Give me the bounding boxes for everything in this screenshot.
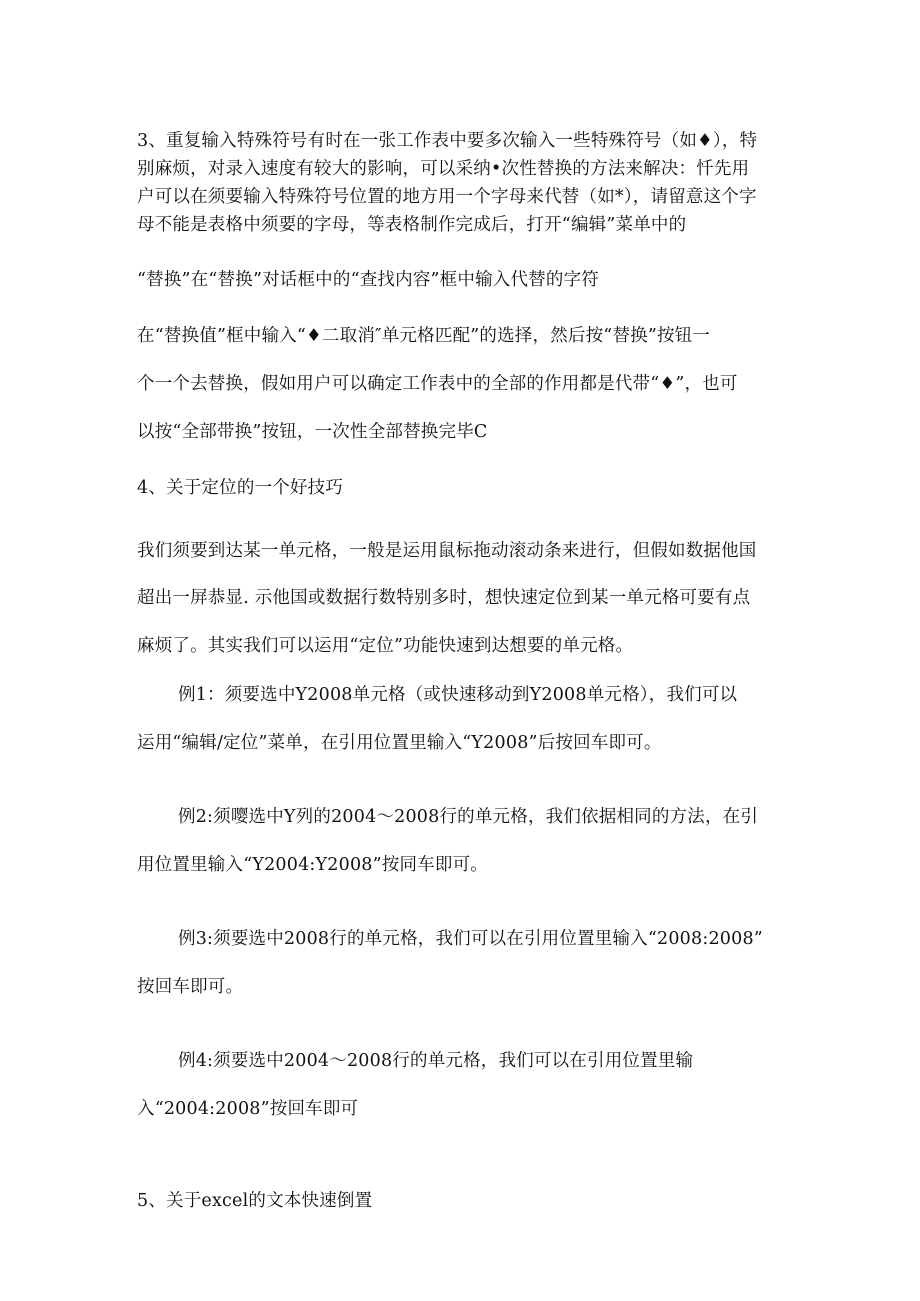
paragraph-4-line-2: 超出一屏恭显. 示他国或数据行数特别多时，想快速定位到某一单元格可要有点: [137, 588, 751, 608]
paragraph-3-line-4: 母不能是表格中须要的字母，等表格制作完成后，打开“编辑”菜单中的: [137, 215, 687, 235]
example-3-line-1: 例3:须要选中2008行的单元格，我们可以在引用位置里输入“2008:2008”: [178, 929, 763, 949]
example-2-line-2: 用位置里输入“Y2004:Y2008”按同车即可。: [137, 855, 488, 875]
section-5-heading: 5、关于excel的文本快速倒置: [137, 1191, 373, 1211]
paragraph-4-line-3: 麻烦了。其实我们可以运用“定位”功能快速到达想要的单元格。: [137, 636, 634, 656]
paragraph-3-line-5: “替换”在“替换”对话框中的“查找内容”框中输入代替的字符: [137, 270, 599, 290]
paragraph-3-line-7: 个一个去替换，假如用户可以确定工作表中的全部的作用都是代带“♦”，也可: [137, 374, 738, 394]
paragraph-3-line-8: 以按“全部带换”按钮，一次性全部替换完毕C: [137, 422, 488, 442]
example-4-line-1: 例4:须要选中2004～2008行的单元格，我们可以在引用位置里输: [178, 1051, 694, 1071]
example-3-line-2: 按回车即可。: [137, 977, 244, 997]
example-2-line-1: 例2:须嘤选中Y列的2004～2008行的单元格，我们依据相同的方法，在引: [178, 807, 759, 827]
paragraph-3-line-2: 别麻烦，对录入速度有较大的影响，可以采纳•次性替换的方法来解决：忏先用: [137, 159, 750, 179]
paragraph-4-line-1: 我们须要到达某一单元格，一般是运用鼠标拖动滚动条来进行，但假如数据他国: [137, 541, 757, 561]
paragraph-3-line-1: 3、重复输入特殊符号有时在一张工作表中要多次输入一些特殊符号（如♦），特: [137, 131, 758, 151]
section-4-heading: 4、关于定位的一个好技巧: [137, 478, 344, 498]
example-1-line-1: 例1：须要选中Y2008单元格（或快速移动到Y2008单元格），我们可以: [178, 685, 738, 705]
paragraph-3-line-6: 在“替换值”框中输入“♦二取消″单元格匹配”的选择，然后按“替换”按钮一: [137, 326, 711, 346]
example-1-line-2: 运用“编辑/定位”菜单，在引用位置里输入“Y2008”后按回车即可。: [137, 733, 662, 753]
example-4-line-2: 入“2004:2008”按回车即可: [137, 1099, 359, 1119]
paragraph-3-line-3: 户可以在须要输入特殊符号位置的地方用一个字母来代替（如*），请留意这个字: [137, 187, 757, 207]
